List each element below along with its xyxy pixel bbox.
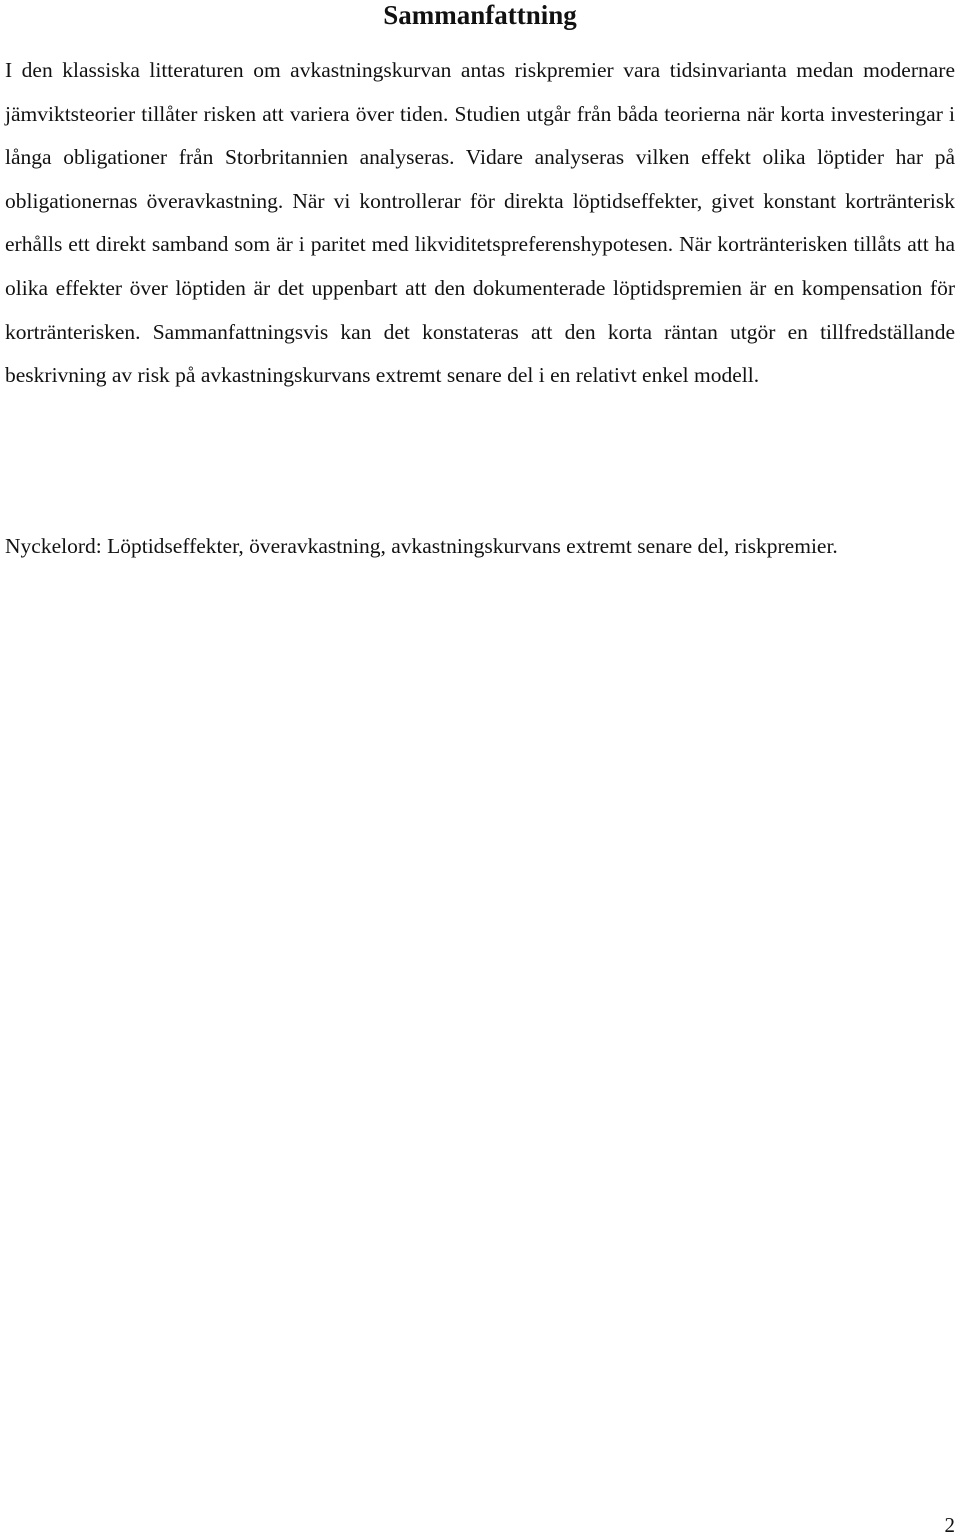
page-title: Sammanfattning [383,0,577,30]
page-number: 2 [944,1513,955,1537]
keywords-paragraph: Nyckelord: Löptidseffekter, överavkastning, avkastningskurvans extremt senare del, riskpremier. [5,534,838,558]
abstract-paragraph: I den klassiska litteraturen om avkastningskurvan antas riskpremier vara tidsinvarianta medan modernare jämviktsteorier tillåter risken att variera över tiden. Studien utgår från båda teorierna när korta investeringar i långa obligationer från Storbritannien analyseras. Vidare analyseras vilken effekt olika löptider har på obligationernas överavkastning. När vi kontrollerar för direkta löptidseffekter, givet konstant kortränterisk erhålls ett direkt samband som är i paritet med likviditetspreferenshypotesen. När kortränterisken tillåts att ha olika effekter över löptiden är det uppenbart att den dokumenterade löptidspremien är en kompensation för kortränterisken. Sammanfattningsvis kan det konstateras att den korta räntan utgör en tillfredställande beskrivning av risk på avkastningskurvans extremt senare del i en relativt enkel modell. [5,58,955,388]
